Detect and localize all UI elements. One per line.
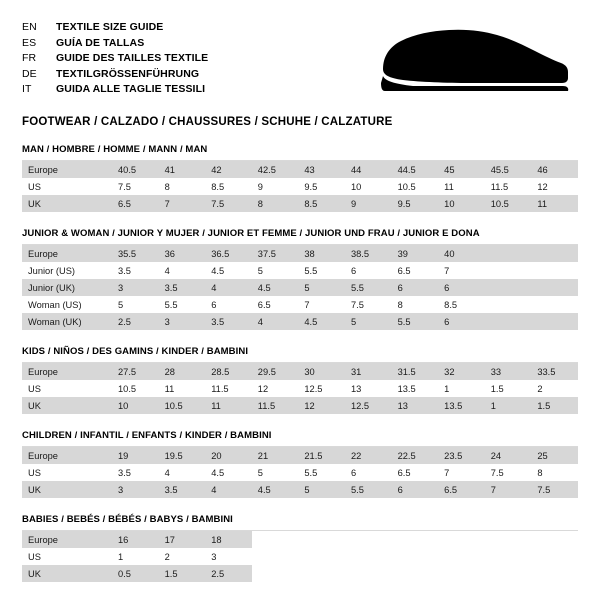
cell: 11 (159, 380, 206, 397)
cell (531, 262, 578, 279)
language-code: DE (22, 67, 37, 80)
cell: 21 (252, 447, 299, 464)
cell: 5 (298, 279, 345, 296)
cell-empty (438, 565, 485, 582)
cell: 3.5 (205, 313, 252, 330)
cell: 8.5 (205, 178, 252, 195)
language-list (22, 18, 208, 97)
cell (531, 296, 578, 313)
cell: 5 (252, 262, 299, 279)
cell-empty (392, 565, 439, 582)
cell: 1.5 (485, 380, 532, 397)
cell: 5.5 (298, 262, 345, 279)
cell-empty (252, 531, 299, 548)
cell: 28.5 (205, 363, 252, 380)
cell: 3 (159, 313, 206, 330)
cell: 10 (438, 195, 485, 212)
cell: 4 (159, 464, 206, 481)
cell: 3.5 (159, 279, 206, 296)
cell: 6 (205, 296, 252, 313)
section-title: KIDS / NIÑOS / DES GAMINS / KINDER / BAMBINI (22, 346, 249, 357)
cell: 7.5 (345, 296, 392, 313)
cell: 4 (252, 313, 299, 330)
cell: 11.5 (252, 397, 299, 414)
cell: 28 (159, 363, 206, 380)
row-label: Europe (22, 447, 112, 464)
cell: 20 (205, 447, 252, 464)
language-code: EN (22, 21, 37, 33)
section-title: MAN / HOMBRE / HOMME / MANN / MAN (22, 144, 208, 155)
cell: 35.5 (112, 245, 159, 262)
row-label: Junior (US) (22, 262, 112, 279)
cell (485, 279, 532, 296)
cell: 6.5 (392, 464, 439, 481)
language-code: IT (22, 83, 32, 95)
cell: 9 (345, 195, 392, 212)
language-code: ES (22, 36, 37, 49)
row-label: UK (22, 565, 112, 582)
row-label: Junior (UK) (22, 279, 112, 296)
row-label: US (22, 548, 112, 565)
cell: 3 (112, 279, 159, 296)
size-table (22, 363, 578, 414)
cell: 33 (485, 363, 532, 380)
row-label: US (22, 178, 112, 195)
cell: 5.5 (345, 481, 392, 498)
language-row (22, 82, 208, 97)
cell: 12.5 (345, 397, 392, 414)
cell: 45 (438, 161, 485, 178)
cell: 21.5 (298, 447, 345, 464)
cell: 2 (159, 548, 206, 565)
cell: 4 (205, 481, 252, 498)
section-babies (22, 514, 578, 582)
cell: 4.5 (205, 262, 252, 279)
cell: 3 (112, 481, 159, 498)
cell: 6 (345, 464, 392, 481)
size-table (22, 531, 578, 582)
cell: 13.5 (392, 380, 439, 397)
cell: 25 (531, 447, 578, 464)
cell: 6.5 (112, 195, 159, 212)
cell: 6 (438, 279, 485, 296)
table-row (22, 161, 578, 178)
cell: 6 (345, 262, 392, 279)
cell: 6 (392, 279, 439, 296)
cell-empty (298, 565, 345, 582)
cell: 5 (345, 313, 392, 330)
cell: 13.5 (438, 397, 485, 414)
cell (531, 313, 578, 330)
cell: 6 (392, 481, 439, 498)
cell: 40.5 (112, 161, 159, 178)
cell: 1.5 (159, 565, 206, 582)
cell-empty (485, 565, 532, 582)
cell: 9.5 (298, 178, 345, 195)
language-row (22, 51, 208, 66)
cell: 8.5 (438, 296, 485, 313)
cell (485, 296, 532, 313)
bottom-spacer (22, 582, 578, 592)
page-title: FOOTWEAR / CALZADO / CHAUSSURES / SCHUHE / CALZATURE (22, 116, 393, 128)
cell-empty (531, 565, 578, 582)
size-table (22, 161, 578, 212)
cell: 3.5 (112, 262, 159, 279)
row-label: Europe (22, 245, 112, 262)
cell: 24 (485, 447, 532, 464)
table-row (22, 397, 578, 414)
language-title: GUÍA DE TALLAS (56, 36, 145, 49)
cell-empty (345, 531, 392, 548)
cell: 7.5 (205, 195, 252, 212)
table-row (22, 380, 578, 397)
cell: 12 (531, 178, 578, 195)
cell: 7 (438, 262, 485, 279)
cell: 4.5 (252, 481, 299, 498)
cell: 1 (438, 380, 485, 397)
cell: 8 (531, 464, 578, 481)
language-title: GUIDE DES TAILLES TEXTILE (56, 52, 209, 64)
cell: 9.5 (392, 195, 439, 212)
section-title: BABIES / BEBÉS / BÉBÉS / BABYS / BAMBINI (22, 514, 233, 525)
cell: 10.5 (485, 195, 532, 212)
cell: 17 (159, 531, 206, 548)
cell: 12 (252, 380, 299, 397)
cell: 7 (485, 481, 532, 498)
table-row (22, 245, 578, 262)
cell: 39 (392, 245, 439, 262)
row-label: Europe (22, 363, 112, 380)
cell: 31.5 (392, 363, 439, 380)
cell: 38.5 (345, 245, 392, 262)
cell: 12 (298, 397, 345, 414)
cell: 42 (205, 161, 252, 178)
table-row (22, 447, 578, 464)
cell: 5 (298, 481, 345, 498)
cell (485, 245, 532, 262)
cell: 11.5 (205, 380, 252, 397)
cell: 4.5 (205, 464, 252, 481)
section-man (22, 144, 578, 212)
row-label: UK (22, 195, 112, 212)
section-junior-woman (22, 228, 578, 330)
cell: 10 (112, 397, 159, 414)
cell-empty (485, 548, 532, 565)
dress-shoe-icon (372, 20, 572, 102)
cell: 7.5 (112, 178, 159, 195)
cell-empty (252, 565, 299, 582)
cell: 8 (392, 296, 439, 313)
language-row (22, 36, 208, 51)
cell (485, 262, 532, 279)
table-row (22, 548, 578, 565)
cell-empty (531, 531, 578, 548)
size-table (22, 447, 578, 498)
cell: 38 (298, 245, 345, 262)
cell: 42.5 (252, 161, 299, 178)
cell: 7 (298, 296, 345, 313)
table-row (22, 481, 578, 498)
cell-empty (438, 531, 485, 548)
cell: 7 (438, 464, 485, 481)
cell: 3 (205, 548, 252, 565)
cell: 11.5 (485, 178, 532, 195)
cell: 0.5 (112, 565, 159, 582)
table-row (22, 464, 578, 481)
cell: 5 (252, 464, 299, 481)
language-title: GUIDA ALLE TAGLIE TESSILI (56, 83, 206, 95)
language-row (22, 67, 208, 82)
cell (531, 279, 578, 296)
section-title: JUNIOR & WOMAN / JUNIOR Y MUJER / JUNIOR ET FEMME / JUNIOR UND FRAU / JUNIOR E DONA (22, 228, 480, 239)
cell: 2 (531, 380, 578, 397)
table-row (22, 279, 578, 296)
row-label: US (22, 380, 112, 397)
cell: 16 (112, 531, 159, 548)
cell: 45.5 (485, 161, 532, 178)
cell: 5.5 (345, 279, 392, 296)
cell: 36.5 (205, 245, 252, 262)
cell: 12.5 (298, 380, 345, 397)
cell: 27.5 (112, 363, 159, 380)
cell: 10.5 (159, 397, 206, 414)
language-title: TEXTILE SIZE GUIDE (56, 21, 164, 33)
table-row (22, 262, 578, 279)
table-row (22, 178, 578, 195)
size-table (22, 245, 578, 330)
cell: 11 (531, 195, 578, 212)
cell: 40 (438, 245, 485, 262)
row-label: US (22, 464, 112, 481)
cell-empty (298, 531, 345, 548)
cell: 41 (159, 161, 206, 178)
cell: 4 (159, 262, 206, 279)
section-kids (22, 346, 578, 414)
table-row (22, 531, 578, 548)
cell: 13 (392, 397, 439, 414)
section-children (22, 430, 578, 498)
cell-empty (392, 548, 439, 565)
language-code: FR (22, 52, 37, 64)
cell: 33.5 (531, 363, 578, 380)
row-label: Woman (US) (22, 296, 112, 313)
page-header (22, 18, 578, 102)
cell: 8 (159, 178, 206, 195)
language-title: TEXTILGRÖSSENFÜHRUNG (56, 67, 200, 80)
row-label: UK (22, 397, 112, 414)
cell: 32 (438, 363, 485, 380)
cell: 3.5 (112, 464, 159, 481)
cell: 31 (345, 363, 392, 380)
cell (531, 245, 578, 262)
cell: 10.5 (392, 178, 439, 195)
cell: 5 (112, 296, 159, 313)
cell: 23.5 (438, 447, 485, 464)
cell: 5.5 (159, 296, 206, 313)
cell: 2.5 (205, 565, 252, 582)
cell-empty (392, 531, 439, 548)
cell: 10 (345, 178, 392, 195)
cell: 22 (345, 447, 392, 464)
cell-empty (485, 531, 532, 548)
table-row (22, 363, 578, 380)
cell-empty (298, 548, 345, 565)
cell: 2.5 (112, 313, 159, 330)
table-row (22, 296, 578, 313)
cell (485, 313, 532, 330)
cell: 6.5 (438, 481, 485, 498)
table-row (22, 313, 578, 330)
cell-empty (345, 565, 392, 582)
cell-empty (252, 548, 299, 565)
cell: 10.5 (112, 380, 159, 397)
cell: 7.5 (485, 464, 532, 481)
row-label: UK (22, 481, 112, 498)
table-row (22, 195, 578, 212)
cell: 4.5 (298, 313, 345, 330)
cell: 46 (531, 161, 578, 178)
cell: 36 (159, 245, 206, 262)
cell: 13 (345, 380, 392, 397)
cell: 1 (485, 397, 532, 414)
cell: 4.5 (252, 279, 299, 296)
cell: 44.5 (392, 161, 439, 178)
cell-empty (438, 548, 485, 565)
cell: 19 (112, 447, 159, 464)
cell: 5.5 (392, 313, 439, 330)
cell: 6.5 (392, 262, 439, 279)
cell: 43 (298, 161, 345, 178)
cell: 18 (205, 531, 252, 548)
cell: 7.5 (531, 481, 578, 498)
cell: 37.5 (252, 245, 299, 262)
cell: 30 (298, 363, 345, 380)
cell: 8 (252, 195, 299, 212)
cell: 11 (205, 397, 252, 414)
cell: 44 (345, 161, 392, 178)
language-row (22, 20, 208, 35)
section-title: CHILDREN / INFANTIL / ENFANTS / KINDER / BAMBINI (22, 430, 272, 441)
cell: 9 (252, 178, 299, 195)
cell: 11 (438, 178, 485, 195)
row-label: Woman (UK) (22, 313, 112, 330)
cell: 29.5 (252, 363, 299, 380)
table-row (22, 565, 578, 582)
cell: 6 (438, 313, 485, 330)
cell: 7 (159, 195, 206, 212)
cell: 22.5 (392, 447, 439, 464)
cell: 3.5 (159, 481, 206, 498)
cell: 19.5 (159, 447, 206, 464)
cell: 8.5 (298, 195, 345, 212)
cell: 5.5 (298, 464, 345, 481)
cell-empty (531, 548, 578, 565)
row-label: Europe (22, 161, 112, 178)
cell-empty (345, 548, 392, 565)
cell: 4 (205, 279, 252, 296)
cell: 1.5 (531, 397, 578, 414)
cell: 6.5 (252, 296, 299, 313)
row-label: Europe (22, 531, 112, 548)
cell: 1 (112, 548, 159, 565)
